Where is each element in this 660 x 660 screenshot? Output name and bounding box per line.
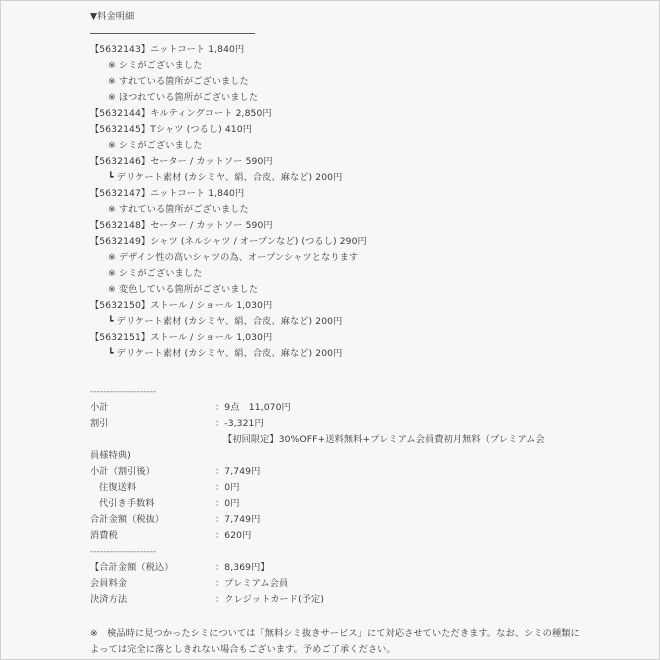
item-line: 【5632148】セーター / カットソー 590円 [90,220,273,231]
after-discount-value: ：7,749円 [215,466,261,477]
item-note: ※ シミがございました [108,268,203,279]
payment-label: 決済方法 [90,594,128,605]
item-note: ※ すれている箇所がございました [108,76,249,87]
item-line: 【5632151】ストール / ショール 1,030円 [90,332,273,343]
cod-fee-value: ：0円 [215,498,240,509]
item-note: ※ 変色している箇所がございました [108,284,259,295]
item-note: ┗ デリケート素材 (カシミヤ、絹、合皮、麻など) 200円 [108,348,343,359]
cod-fee-row [90,496,580,512]
discount-value: ：-3,321円 [215,418,264,429]
discount-row [90,416,580,432]
subtotal-label: 小計 [90,402,109,413]
tax-row [90,528,580,544]
total-inc-tax-value: ：8,369円】 [215,562,270,573]
after-discount-row [90,464,580,480]
item-note: ※ ほつれている箇所がございました [108,92,259,103]
title-underline [90,33,255,34]
after-discount-label: 小計（割引後） [90,466,156,477]
item-line: 【5632145】Tシャツ (つるし) 410円 [90,124,252,135]
total-inc-tax-row [90,560,580,576]
item-note: ※ シミがございました [108,60,203,71]
promo-line-2: 員様特典) [90,450,131,461]
total-ex-tax-label: 合計金額（税抜） [90,514,165,525]
item-line: 【5632147】ニットコート 1,840円 [90,188,245,199]
item-note: ※ シミがございました [108,140,203,151]
total-ex-tax-value: ：7,749円 [215,514,261,525]
promo-line-1: 【初回限定】30%OFF+送料無料+プレミアム会員費初月無料（プレミアム会 [223,434,545,445]
item-line: 【5632146】セーター / カットソー 590円 [90,156,273,167]
item-note: ※ デザイン性の高いシャツの為、オープンシャツとなります [108,252,359,263]
item-line: 【5632149】シャツ (ネルシャツ / オープンなど) (つるし) 290円 [90,236,367,247]
total-inc-tax-label: 【合計金額（税込） [90,562,174,573]
discount-label: 割引 [90,418,109,429]
cod-fee-label: 代引き手数料 [99,498,155,509]
fee-details [90,7,580,658]
item-line: 【5632144】キルティングコート 2,850円 [90,108,272,119]
item-note: ※ すれている箇所がございました [108,204,249,215]
membership-label: 会員料金 [90,578,128,589]
shipping-value: ：0円 [215,482,240,493]
item-list [90,42,580,362]
payment-row [90,592,580,608]
promo-text [90,432,580,448]
item-note: ┗ デリケート素材 (カシミヤ、絹、合皮、麻など) 200円 [108,316,343,327]
shipping-label: 往復送料 [99,482,137,493]
subtotal-value: ：9点 11,070円 [215,402,291,413]
membership-value: ：プレミアム会員 [215,578,289,589]
shipping-row [90,480,580,496]
payment-value: ：クレジットカード(予定) [215,594,325,605]
separator-2: -------------------- [90,546,157,557]
total-ex-tax-row [90,512,580,528]
item-line: 【5632150】ストール / ショール 1,030円 [90,300,273,311]
separator: -------------------- [90,386,157,397]
subtotal-row [90,400,580,416]
footnote: ※ 検品時に見つかったシミについては「無料シミ抜きサービス」にて対応させていただきます。なお、シミの種類によっては完全に落としきれない場合もございます。予めご了承ください。 [90,628,580,655]
item-line: 【5632143】ニットコート 1,840円 [90,44,245,55]
tax-label: 消費税 [90,530,118,541]
item-note: ┗ デリケート素材 (カシミヤ、絹、合皮、麻など) 200円 [108,172,343,183]
section-title: ▼料金明細 [90,11,135,22]
tax-value: ：620円 [215,530,252,541]
membership-row [90,576,580,592]
